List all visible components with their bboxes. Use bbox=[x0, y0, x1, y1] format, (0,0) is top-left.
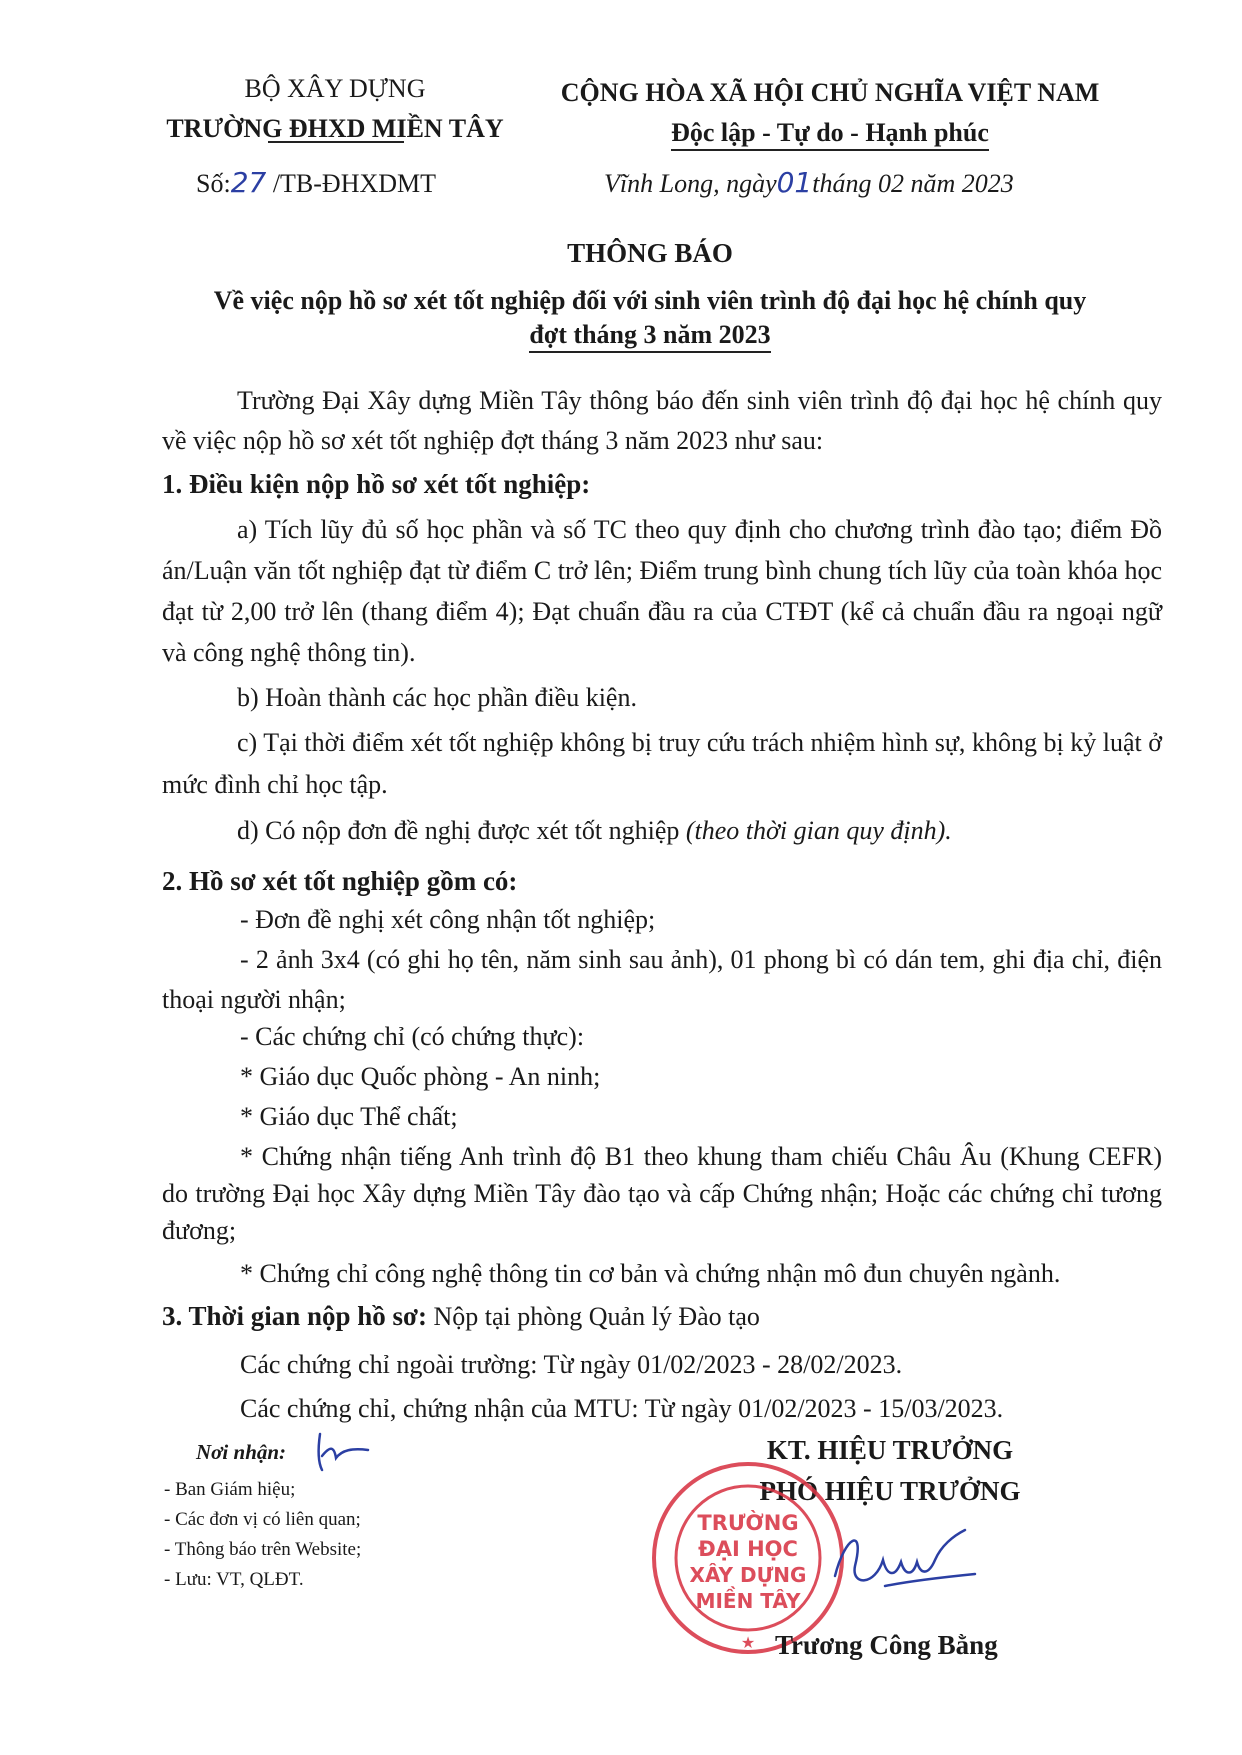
section3-heading: 3. Thời gian nộp hồ sơ: Nộp tại phòng Quản lý Đào tạo bbox=[162, 1301, 760, 1331]
initials-scribble bbox=[312, 1428, 372, 1474]
signature-scribble bbox=[825, 1516, 985, 1606]
stamp-star-icon: ★ bbox=[740, 1633, 756, 1652]
stamp-line-1: TRƯỜNG bbox=[697, 1511, 799, 1535]
section2-item1: - Đơn đề nghị xét công nhận tốt nghiệp; bbox=[240, 905, 656, 934]
document-title: THÔNG BÁO bbox=[567, 238, 733, 268]
recipients-list bbox=[164, 1475, 361, 1595]
handwritten-day: 01 bbox=[776, 166, 813, 199]
section2-item2: - 2 ảnh 3x4 (có ghi họ tên, năm sinh sau ảnh), 01 phong bì có dán tem, ghi địa chỉ, điện thoại người nhận; bbox=[162, 945, 1162, 1014]
section2-item3b: * Giáo dục Thể chất; bbox=[240, 1102, 458, 1131]
section2-item3: - Các chứng chỉ (có chứng thực): bbox=[240, 1022, 585, 1051]
recipient-item: - Lưu: VT, QLĐT. bbox=[164, 1569, 304, 1590]
document-subtitle-line1: Về việc nộp hồ sơ xét tốt nghiệp đối với sinh viên trình độ đại học hệ chính quy bbox=[213, 286, 1087, 315]
recipient-item: - Thông báo trên Website; bbox=[164, 1539, 362, 1560]
recipient-item: - Các đơn vị có liên quan; bbox=[164, 1509, 361, 1530]
section2-heading: 2. Hồ sơ xét tốt nghiệp gồm có: bbox=[162, 866, 518, 896]
section1-heading: 1. Điều kiện nộp hồ sơ xét tốt nghiệp: bbox=[162, 469, 591, 499]
section2-item3a: * Giáo dục Quốc phòng - An ninh; bbox=[240, 1062, 601, 1091]
school-underline bbox=[268, 141, 404, 143]
section2-item3d: * Chứng chỉ công nghệ thông tin cơ bản và chứng nhận mô đun chuyên ngành. bbox=[240, 1259, 1061, 1288]
document-number: Số:27 /TB-ĐHXDMT bbox=[196, 166, 437, 199]
section1-item-a: a) Tích lũy đủ số học phần và số TC theo quy định cho chương trình đào tạo; điểm Đồ án/Luận văn tốt nghiệp đạt từ điểm C trở lên; Điểm trung bình chung tích lũy của toàn khóa học đạt từ 2,00 trở lên (thang điểm 4); Đạt chuẩn đầu ra của CTĐT (kể cả chuẩn đầu ra ngoại ngữ và công nghệ thông tin). bbox=[162, 515, 1162, 667]
section1-item-c: c) Tại thời điểm xét tốt nghiệp không bị truy cứu trách nhiệm hình sự, không bị kỷ luật ở mức đình chỉ học tập. bbox=[162, 728, 1162, 799]
signature-title-1: KT. HIỆU TRƯỞNG bbox=[766, 1435, 1014, 1465]
document-subtitle-line2: đợt tháng 3 năm 2023 bbox=[150, 320, 1150, 350]
section1-item-b: b) Hoàn thành các học phần điều kiện. bbox=[237, 683, 637, 712]
signer-name: Trương Công Bằng bbox=[775, 1630, 998, 1660]
ministry-name: BỘ XÂY DỰNG bbox=[244, 74, 426, 103]
handwritten-number: 27 bbox=[230, 166, 267, 199]
stamp-line-2: ĐẠI HỌC bbox=[698, 1537, 798, 1561]
section3-line1: Các chứng chỉ ngoài trường: Từ ngày 01/02/2023 - 28/02/2023. bbox=[240, 1350, 903, 1379]
signature-title-2: PHÓ HIỆU TRƯỞNG bbox=[759, 1476, 1021, 1506]
national-motto: Độc lập - Tự do - Hạnh phúc bbox=[530, 118, 1130, 148]
section1-item-d: d) Có nộp đơn đề nghị được xét tốt nghiệp (theo thời gian quy định). bbox=[237, 816, 952, 845]
recipient-item: - Ban Giám hiệu; bbox=[164, 1479, 296, 1500]
section3-line2: Các chứng chỉ, chứng nhận của MTU: Từ ngày 01/02/2023 - 15/03/2023. bbox=[240, 1394, 1004, 1423]
document-date: Vĩnh Long, ngày01tháng 02 năm 2023 bbox=[604, 166, 1014, 199]
section2-item3c: * Chứng nhận tiếng Anh trình độ B1 theo khung tham chiếu Châu Âu (Khung CEFR) do trường Đại học Xây dựng Miền Tây đào tạo và cấp Chứng nhận; Hoặc các chứng chỉ tương đương; bbox=[162, 1142, 1162, 1245]
recipients-title: Nơi nhận: bbox=[196, 1440, 287, 1464]
school-name: TRƯỜNG ĐHXD MIỀN TÂY bbox=[166, 114, 504, 143]
stamp-line-3: XÂY DỰNG bbox=[689, 1563, 807, 1587]
stamp-line-4: MIỀN TÂY bbox=[695, 1589, 801, 1613]
intro-paragraph: Trường Đại Xây dựng Miền Tây thông báo đến sinh viên trình độ đại học hệ chính quy về việc nộp hồ sơ xét tốt nghiệp đợt tháng 3 năm 2023 như sau: bbox=[162, 386, 1162, 455]
country-name: CỘNG HÒA XÃ HỘI CHỦ NGHĨA VIỆT NAM bbox=[560, 78, 1100, 107]
official-stamp bbox=[648, 1458, 848, 1658]
